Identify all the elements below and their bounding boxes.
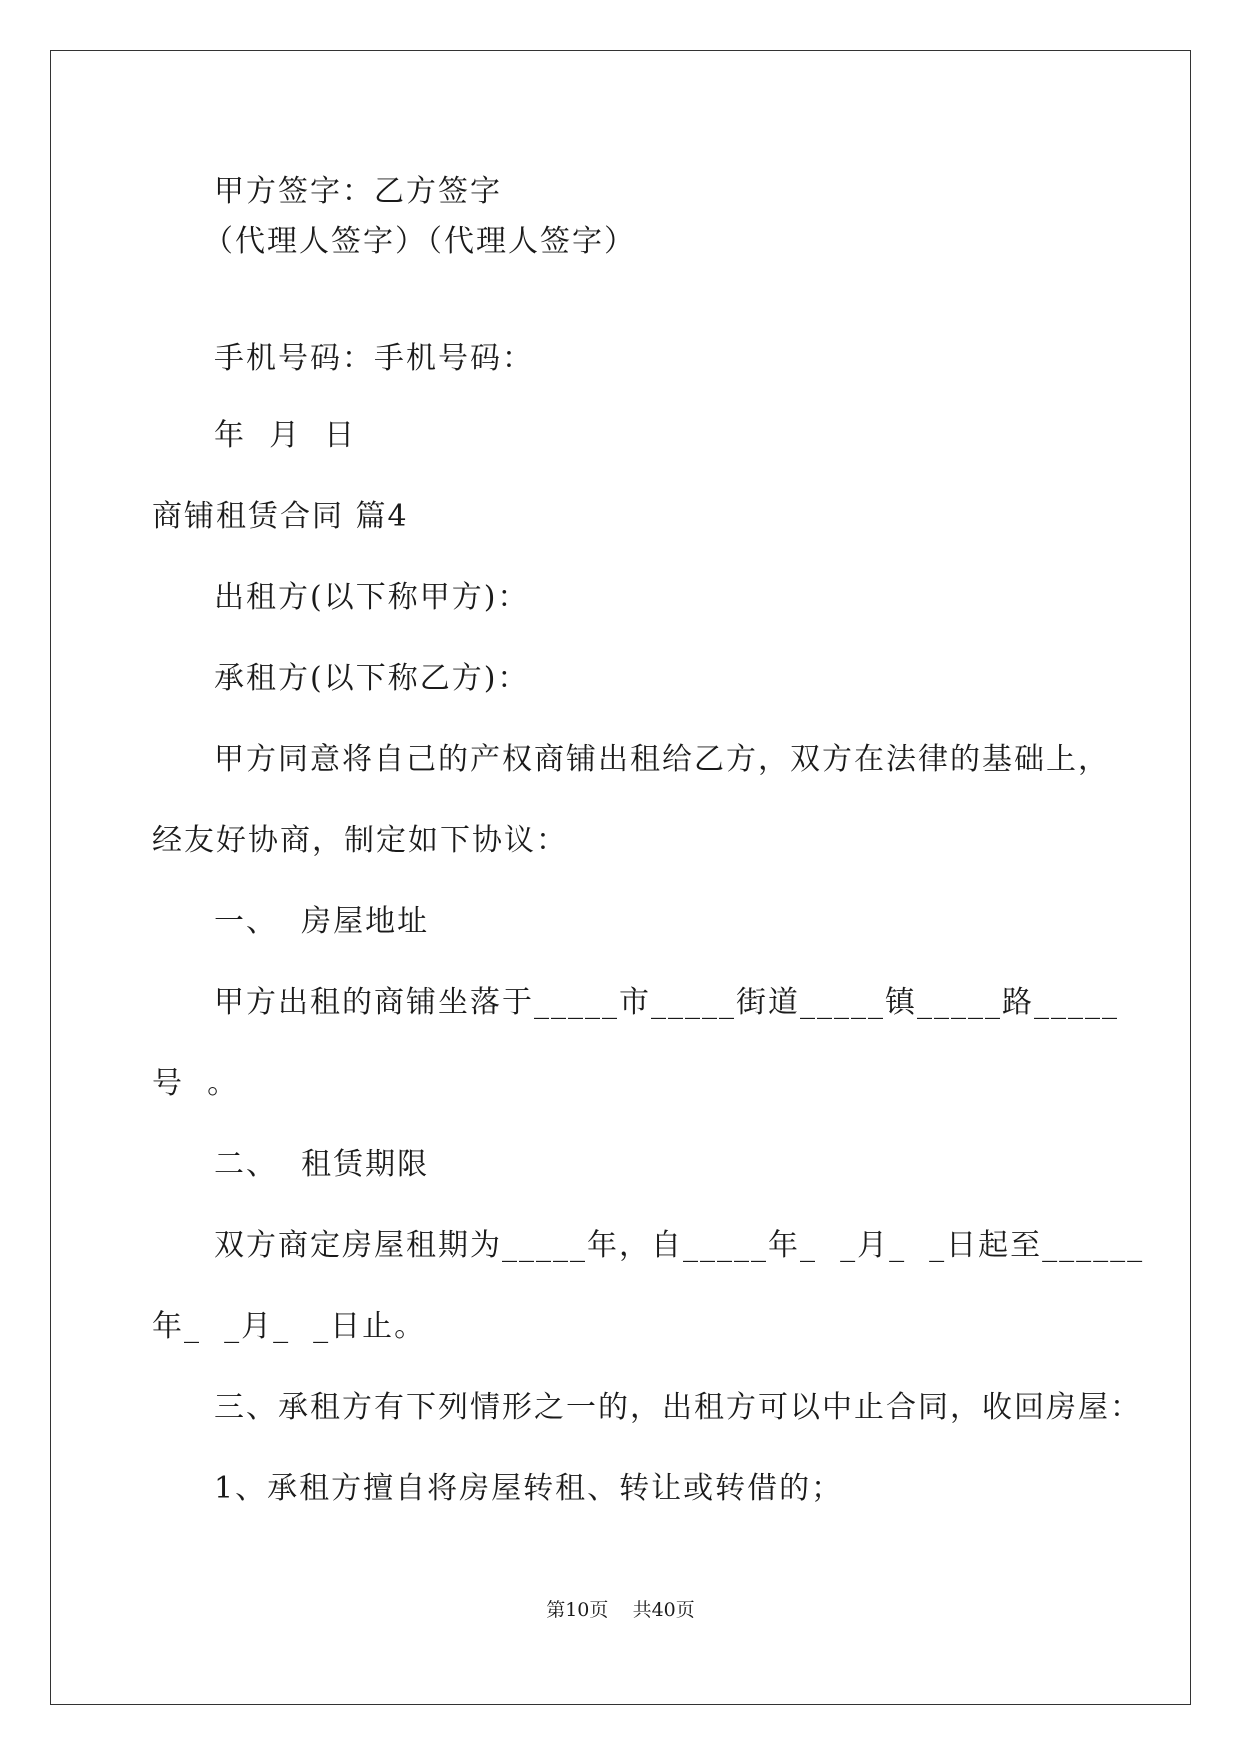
clause-heading-3: 三、承租方有下列情形之一的，出租方可以中止合同，收回房屋： bbox=[214, 1390, 1142, 1425]
page-footer bbox=[0, 1598, 1241, 1622]
clause-heading-1: 一、 房屋地址 bbox=[214, 904, 430, 939]
text-line-phone-numbers: 手机号码：手机号码： bbox=[214, 341, 534, 376]
text-line-agreement-intro-2: 经友好协商，制定如下协议： bbox=[152, 823, 568, 858]
text-line-lessee: 承租方(以下称乙方)： bbox=[214, 661, 530, 696]
footer-page-prefix: 第 bbox=[546, 1599, 566, 1621]
page-border bbox=[50, 50, 1191, 1705]
text-line-signature-parties: 甲方签字：乙方签字 bbox=[214, 174, 502, 209]
text-line-agreement-intro-1: 甲方同意将自己的产权商铺出租给乙方，双方在法律的基础上， bbox=[214, 742, 1110, 777]
text-line-term-1: 双方商定房屋租期为_____年，自_____年_ _月_ _日起至______ bbox=[214, 1228, 1145, 1263]
text-line-term-2: 年_ _月_ _日止。 bbox=[152, 1309, 427, 1344]
text-line-lessor: 出租方(以下称甲方)： bbox=[214, 580, 530, 615]
text-line-address-1: 甲方出租的商铺坐落于_____市_____街道_____镇_____路_____ bbox=[214, 985, 1119, 1020]
text-line-address-2: 号 。 bbox=[152, 1066, 240, 1101]
footer-page-suffix: 页 bbox=[589, 1599, 609, 1621]
clause-heading-2: 二、 租赁期限 bbox=[214, 1147, 430, 1182]
footer-total-pages: 40 bbox=[651, 1599, 676, 1621]
footer-page-number: 10 bbox=[565, 1599, 590, 1621]
text-line-date: 年 月 日 bbox=[214, 418, 357, 453]
footer-total-suffix: 页 bbox=[675, 1599, 695, 1621]
text-line-agent-signature: （代理人签字）（代理人签字） bbox=[203, 224, 636, 259]
section-title-contract-4: 商铺租赁合同 篇4 bbox=[152, 499, 409, 534]
footer-total-prefix: 共 bbox=[632, 1599, 652, 1621]
clause-item-1: 1、承租方擅自将房屋转租、转让或转借的； bbox=[214, 1471, 844, 1506]
